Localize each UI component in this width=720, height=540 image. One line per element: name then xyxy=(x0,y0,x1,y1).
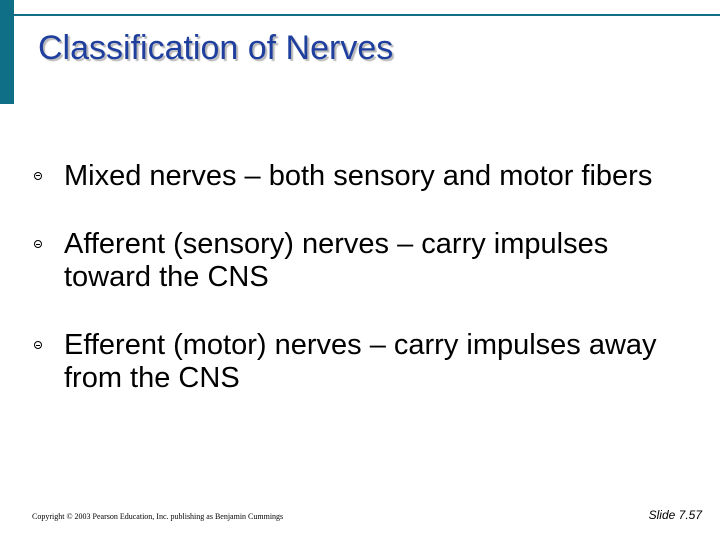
bullet-dot-icon xyxy=(34,240,42,248)
bullet-dot-icon xyxy=(34,172,42,180)
slide-number: Slide 7.57 xyxy=(648,508,702,522)
bullet-item xyxy=(34,329,694,394)
bullet-text: Afferent (sensory) nerves – carry impulses toward the CNS xyxy=(64,228,609,293)
bullet-text: Mixed nerves – both sensory and motor fibers xyxy=(64,160,653,192)
bullet-item xyxy=(34,228,694,293)
bullet-marker xyxy=(34,228,64,248)
bullet-list xyxy=(34,160,694,430)
title-rule xyxy=(14,14,720,16)
bullet-item xyxy=(34,160,694,192)
accent-bar xyxy=(0,0,14,104)
bullet-marker xyxy=(34,329,64,349)
bullet-text: Efferent (motor) nerves – carry impulses away from the CNS xyxy=(64,329,657,394)
bullet-dot-icon xyxy=(34,341,42,349)
bullet-marker xyxy=(34,160,64,180)
slide-title: Classification of Nerves xyxy=(38,29,394,67)
copyright-notice: Copyright © 2003 Pearson Education, Inc. publishing as Benjamin Cummings xyxy=(32,512,284,521)
